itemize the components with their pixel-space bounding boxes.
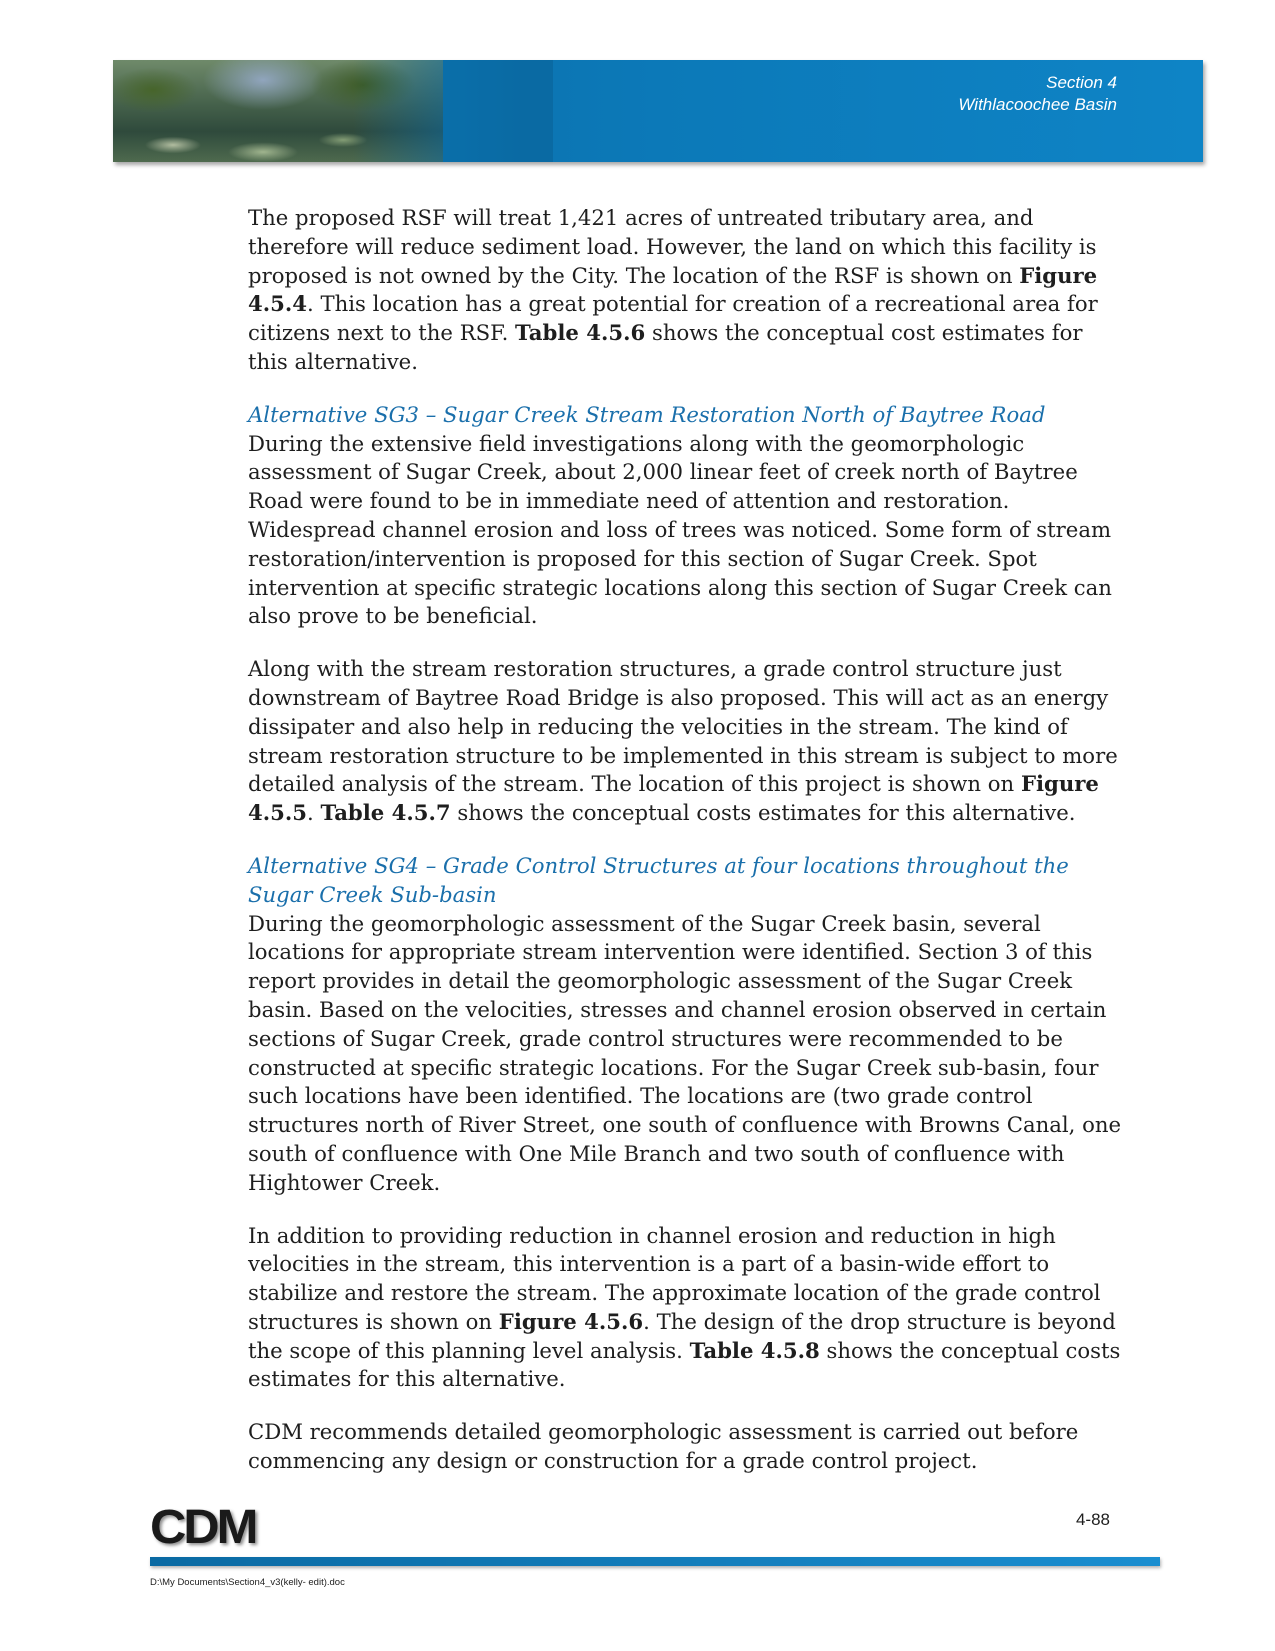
figure-ref: Figure 4.5.5 [248, 771, 1099, 826]
text-run: shows the conceptual costs estimates for this alternative. [248, 1337, 1121, 1392]
text-run: In addition to providing reduction in channel erosion and reduction in high velocities in the stream, this intervention is a part of a basin-wide effort to stabilize and restore the stream. The approximate location of the grade control structures is shown on [248, 1222, 1101, 1334]
header-photo-fade [353, 60, 553, 162]
file-path: D:\My Documents\Section4_v3(kelly- edit).doc [150, 1577, 345, 1588]
page-number: 4-88 [1075, 1510, 1110, 1529]
text-run: shows the conceptual cost estimates for this alternative. [248, 320, 1083, 374]
paragraph-sg4-effort [248, 1222, 1123, 1395]
table-ref: Table 4.5.6 [515, 320, 646, 346]
footer-divider-bar [150, 1557, 1160, 1566]
figure-ref: Figure 4.5.4 [248, 262, 1098, 317]
paragraph-recommendation: CDM recommends detailed geomorphologic assessment is carried out before commencing any design or construction for a grade control project. [248, 1419, 1079, 1474]
figure-ref: Figure 4.5.6 [498, 1308, 644, 1334]
header-band [113, 60, 1203, 162]
paragraph-rsf [248, 204, 1123, 377]
text-run: The proposed RSF will treat 1,421 acres of untreated tributary area, and therefore will reduce sediment load. However, the land on which this facility is proposed is not owned by the City. The location of the RSF is shown on [248, 205, 1097, 288]
paragraph-sg3-intro: During the extensive field investigations along with the geomorphologic assessment of Sugar Creek, about 2,000 linear feet of creek north of Baytree Road were found to be in immediate need of attention and restoration. Widespread channel erosion and loss of trees was noticed. Some form of stream restoration/intervention is proposed for this section of Sugar Creek. Spot intervention at specific strategic locations along this section of Sugar Creek can also prove to be beneficial. [248, 430, 1112, 629]
header-section-label [958, 72, 1117, 116]
text-run: . The design of the drop structure is beyond the scope of this planning level analysis. [248, 1308, 1116, 1363]
header-section: Section 4 [1046, 73, 1117, 92]
text-run: Along with the stream restoration structures, a grade control structure just downstream of Baytree Road Bridge is also proposed. This will act as an energy dissipater and also help in reducing the velocities in the stream. The kind of stream restoration structure to be implemented in this stream is subject to more detailed analysis of the stream. The location of this project is shown on [248, 656, 1118, 797]
text-run: . This location has a great potential for creation of a recreational area for citizens next to the RSF. [248, 291, 1098, 346]
cdm-logo: CDM [150, 1501, 256, 1554]
heading-alternative-sg3: Alternative SG3 – Sugar Creek Stream Restoration North of Baytree Road [248, 401, 1046, 427]
text-run: shows the conceptual costs estimates for this alternative. [450, 800, 1076, 826]
text-run: . [306, 800, 321, 826]
header-basin: Withlacoochee Basin [958, 95, 1117, 114]
heading-alternative-sg4: Alternative SG4 – Grade Control Structures at four locations throughout the Sugar Creek Sub-basin [248, 852, 1069, 907]
document-body [248, 204, 1123, 1500]
paragraph-sg3-structures [248, 655, 1123, 828]
table-ref: Table 4.5.8 [689, 1337, 820, 1363]
table-ref: Table 4.5.7 [320, 800, 451, 826]
paragraph-sg4-intro: During the geomorphologic assessment of the Sugar Creek basin, several locations for appropriate stream intervention were identified. Section 3 of this report provides in detail the geomorphologic assessment of the Sugar Creek basin. Based on the velocities, stresses and channel erosion observed in certain sections of Sugar Creek, grade control structures were recommended to be constructed at specific strategic locations. For the Sugar Creek sub-basin, four such locations have been identified. The locations are (two grade control structures north of River Street, one south of confluence with Browns Canal, one south of confluence with One Mile Branch and two south of confluence with Hightower Creek. [248, 910, 1122, 1195]
